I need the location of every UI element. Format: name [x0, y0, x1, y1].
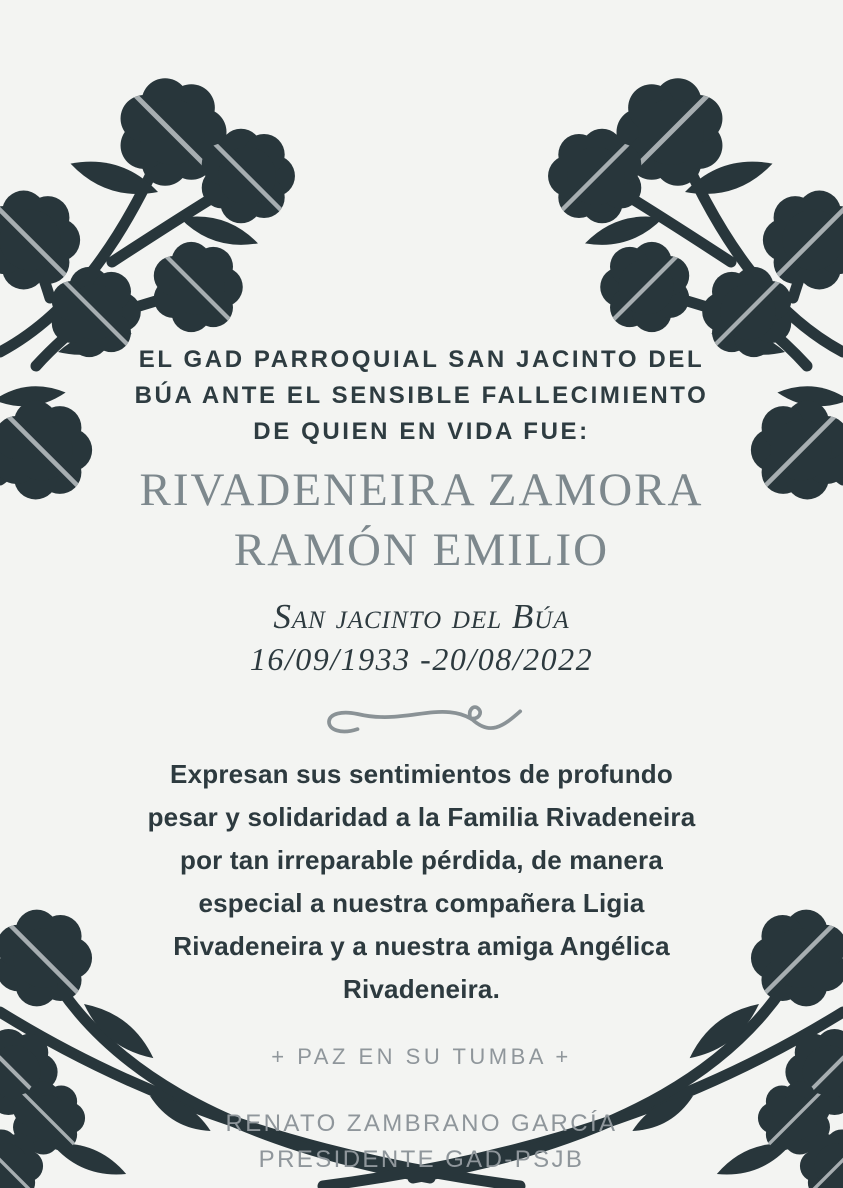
condolence-line: por tan irreparable pérdida, de manera	[180, 845, 663, 875]
signature-block	[0, 1106, 843, 1178]
condolence-paragraph	[0, 753, 843, 1011]
announcement-line: EL GAD PARROQUIAL SAN JACINTO DEL	[138, 346, 705, 373]
deceased-name-line: RAMÓN EMILIO	[233, 524, 610, 576]
announcement-text	[0, 342, 843, 450]
divider	[0, 690, 843, 743]
signature-name: RENATO ZAMBRANO GARCÍA	[225, 1110, 618, 1137]
condolence-line: Rivadeneira.	[342, 974, 501, 1004]
condolence-line: Rivadeneira y a nuestra amiga Angélica	[173, 931, 670, 961]
announcement-line: DE QUIEN EN VIDA FUE:	[253, 418, 590, 445]
place-text: San jacinto del Búa	[273, 597, 570, 636]
deceased-name	[0, 460, 843, 580]
condolence-line: Expresan sus sentimientos de profundo	[170, 759, 673, 789]
flourish-divider-icon	[314, 690, 529, 738]
announcement-line: BÚA ANTE EL SENSIBLE FALLECIMIENTO	[134, 382, 709, 409]
signature-title: PRESIDENTE GAD-PSJB	[258, 1146, 585, 1173]
condolence-line: pesar y solidaridad a la Familia Rivadeneira	[147, 802, 696, 832]
deceased-name-line: RIVADENEIRA ZAMORA	[139, 464, 704, 516]
condolence-line: especial a nuestra compañera Ligia	[198, 888, 645, 918]
birth-death-dates: 16/09/1933 -20/08/2022	[249, 641, 594, 677]
farewell-text: + PAZ EN SU TUMBA +	[271, 1044, 572, 1069]
